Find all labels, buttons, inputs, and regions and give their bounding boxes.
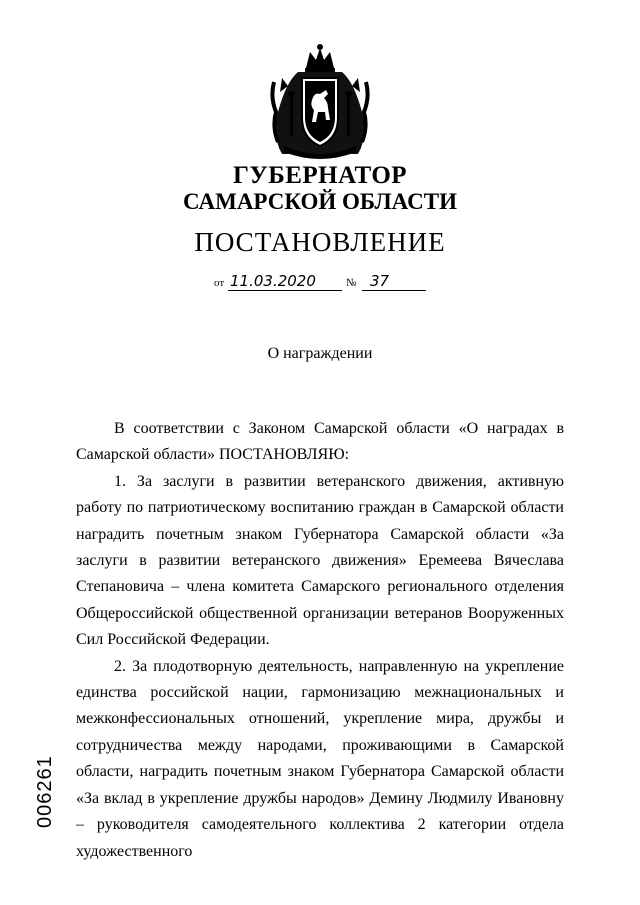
- document-subject: О награждении: [267, 345, 373, 362]
- document-body: [76, 416, 564, 865]
- header-governor-title: ГУБЕРНАТОР: [232, 162, 408, 189]
- number-label: №: [346, 277, 357, 289]
- paragraph-preamble: В соответствии с Законом Самарской области «О наградах в Самарской области» ПОСТАНОВЛЯЮ:: [76, 420, 564, 464]
- coat-of-arms-icon: [268, 42, 372, 160]
- handwritten-number: 37: [370, 272, 390, 290]
- side-registration-number: 006261: [34, 755, 56, 828]
- paragraph-item-1: 1. За заслуги в развитии ветеранского движения, активную работу по патриотическому воспитанию граждан в Самарской области наградить почетным знаком Губернатора Самарской области «За заслуги в развитии ветеранского движения» Еремеева Вячеслава Степановича – члена комитета Самарского регионального отделения Общероссийской общественной организации ветеранов Вооруженных Сил Российской Федерации.: [76, 472, 564, 649]
- date-from-label: от: [214, 277, 225, 289]
- header-region-title: САМАРСКОЙ ОБЛАСТИ: [183, 189, 457, 214]
- date-number-line: [214, 271, 426, 293]
- handwritten-date: 11.03.2020: [230, 272, 316, 290]
- document-type-title: ПОСТАНОВЛЕНИЕ: [194, 227, 446, 257]
- paragraph-item-2: 2. За плодотворную деятельность, направленную на укрепление единства российской нации, гармонизацию межнациональных и межконфессиональных отношений, укрепление мира, дружбы и сотрудничества между народами, проживающими в Самарской области, наградить почетным знаком Губернатора Самарской области «За вклад в укрепление дружбы народов» Демину Людмилу Ивановну – руководителя самодеятельного коллектива 2 категории отдела художественного: [76, 657, 564, 860]
